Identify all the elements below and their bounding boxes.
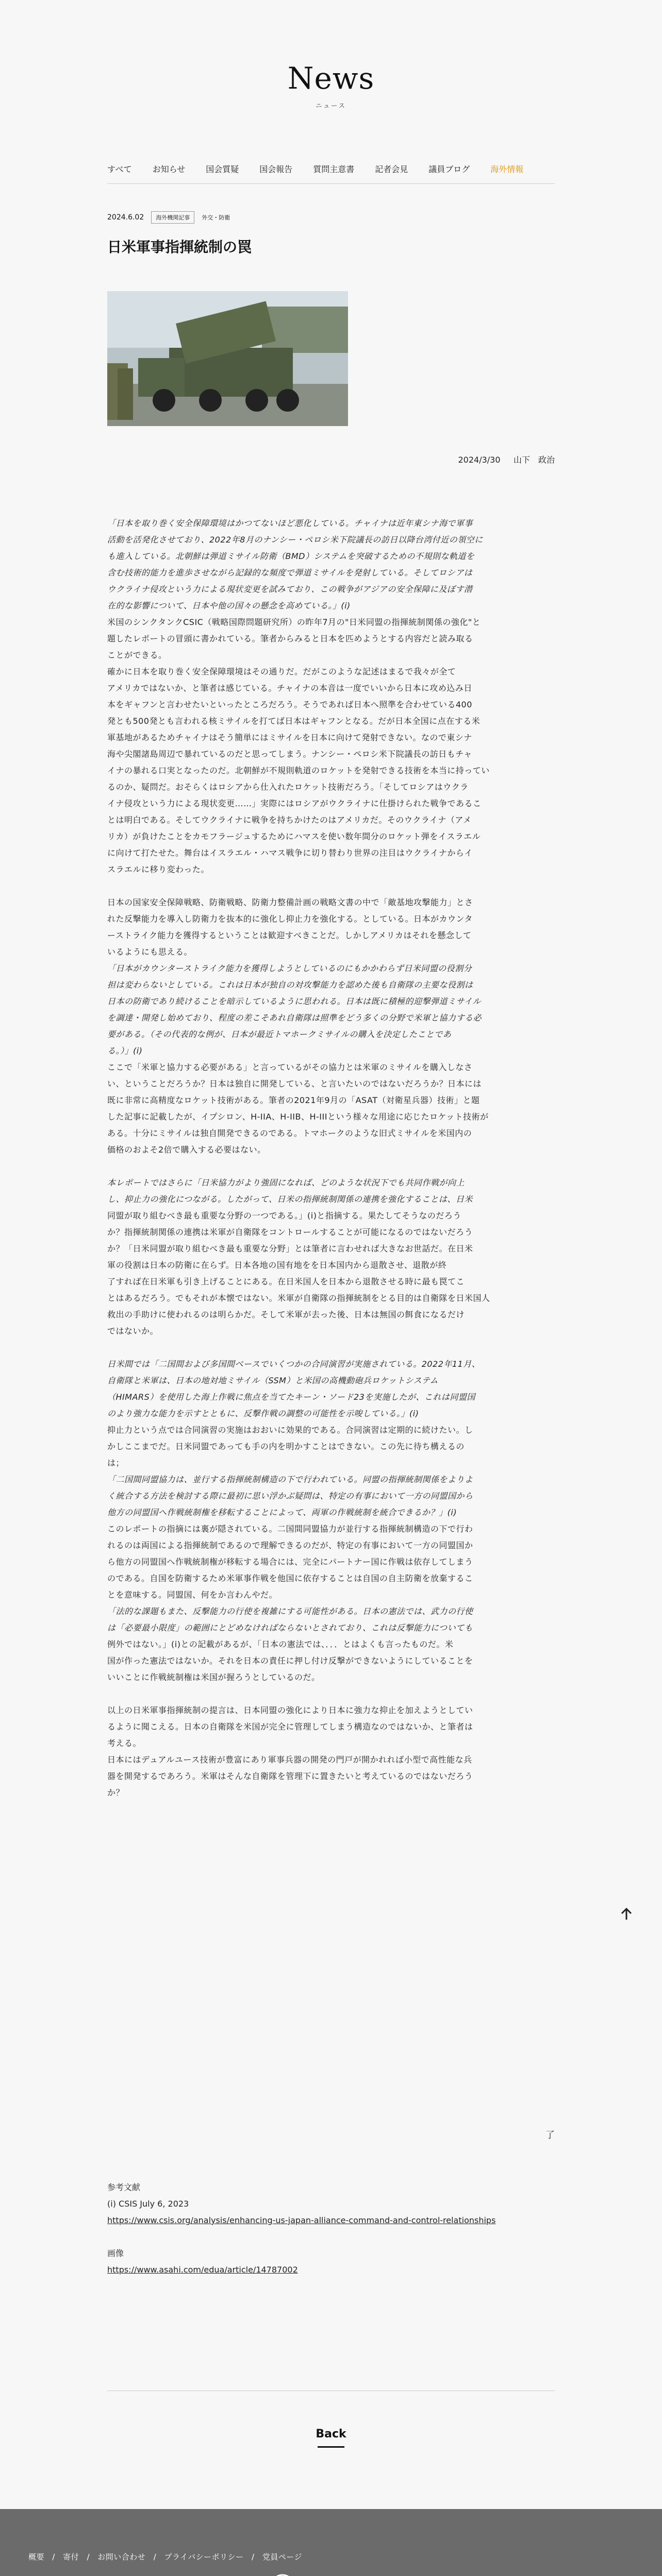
article-line: 「日本がカウンターストライク能力を獲得しようとしているのにもかかわらず日米同盟の役割分 — [107, 963, 472, 973]
footer-separator: / — [251, 2552, 255, 2562]
article-line: 米国のシンクタンクCSIC（戦略国際問題研究所）の昨年7月の"日米同盟の指揮統制関係の強化"と — [107, 617, 481, 627]
article-date: 2024.6.02 — [107, 213, 144, 222]
scroll-top-icon[interactable] — [619, 1906, 634, 1922]
nav-item-diet-qa[interactable]: 国会質疑 — [206, 164, 239, 174]
nav-item-diet-report[interactable]: 国会報告 — [259, 164, 293, 174]
article-line: 本をギャフンと言わせたいといったところだろう。そうであれば日本へ照準を合わせている400 — [107, 700, 472, 709]
article-line: 日本の国家安全保障戦略、防衛戦略、防衛力整備計画の戦略文書の中で「敵基地攻撃能力」とさ — [107, 897, 473, 907]
article-line: 同盟が取り組むべき最も重要な分野の一つである。」(i)と指摘する。果たしてそうなのだろう — [107, 1211, 461, 1221]
article-line: 含む技術的能力を進歩させながら記録的な頻度で弾道ミサイルを発射している。そしてロシアは — [107, 568, 473, 578]
back-underline — [318, 2446, 344, 2448]
footer-link-about[interactable]: 概要 — [28, 2552, 45, 2562]
article-line: 海や尖閣諸島周辺で暴れているのだと思ってしまう。ナンシー・ペロシ米下院議長の訪日もチャ — [107, 749, 472, 759]
article-line: ら他方の同盟国へ作戦統制権が移転する場合には、完全にパートナー国に作戦は依存してしまう — [107, 1557, 473, 1567]
article-line: 国が作った憲法ではないか。それを日本の責任に押し付け反撃ができないようにしていることを — [107, 1656, 473, 1666]
nav-item-press[interactable]: 記者会見 — [375, 164, 408, 174]
page-subtitle: ニュース — [316, 102, 346, 109]
article-line: 考える。 — [107, 1738, 142, 1748]
nav-item-overseas[interactable]: 海外情報 — [490, 164, 524, 174]
footer-link-contact[interactable]: お問い合わせ — [97, 2552, 146, 2562]
article-title: 日米軍事指揮統制の罠 — [107, 239, 252, 256]
footer-link-members[interactable]: 党員ページ — [262, 2552, 303, 2562]
reference-link[interactable]: https://www.csis.org/analysis/enhancing-us-japan-alliance-command-and-control-relationships — [107, 2215, 496, 2225]
article-line: ここで「米軍と協力する必要がある」と言っているがその協力とは米軍のミサイルを購入しなさ — [107, 1062, 473, 1072]
article-line: く統合する方法を検討する際に最初に思い浮かぶ疑問は、特定の有事において一方の同盟国から — [107, 1491, 473, 1501]
byline-date: 2024/3/30 — [458, 455, 501, 465]
article-line: 題したレポートの冒頭に書かれている。筆者からみると日本を匹めようとする内容だと読み取る — [107, 634, 473, 643]
article-line: い、ということだろうか？日本は独自に開発している、と言いたいのではないだろうか？日本には — [107, 1079, 482, 1089]
byline — [458, 453, 555, 465]
article-line: 日本の防衛であり続けることを暗示しているように思われる。日本は既に積極的迎撃弾道ミサイル — [107, 996, 481, 1006]
article-line: ことができる。 — [107, 650, 167, 660]
article-line: 確かに日本を取り巻く安全保障環境はその通りだ。だがこのような記述はまるで我々が全て — [107, 667, 456, 676]
article-line: このレポートの指摘には裏が隠されている。二国間同盟協力が並行する指揮統制構造の下で行わ — [107, 1524, 473, 1534]
nav-item-questions[interactable]: 質問主意書 — [313, 164, 355, 174]
article-line: 本レポートではさらに「日米協力がより強固になれば、どのような状況下でも共同作戦が向上 — [107, 1178, 465, 1188]
article-paragraph — [107, 1356, 555, 1686]
footer-separator: / — [87, 2552, 90, 2562]
article-line: 発とも500発とも言われる核ミサイルを打てば日本はギャフンとなる。だが日本全国に点在する米 — [107, 716, 481, 726]
article-line: 日米間では「二国間および多国間ベースでいくつかの合同演習が実施されている。2022年11月、 — [107, 1359, 481, 1369]
article-line: イナ侵攻という力による現状変更……」実際にはロシアがウクライナに仕掛けられた戦争であるこ — [107, 799, 482, 808]
nav-item-blog[interactable]: 議員ブログ — [428, 164, 470, 174]
article-line: も進入している。北朝鮮は弾道ミサイル防衛（BMD）システムを突破するための不規則な軌道を — [107, 551, 475, 561]
article-line: れた反撃能力を導入し防衛力を抜本的に強化し抑止力を強化する。としている。日本がカウンタ — [107, 914, 473, 924]
article-line: るのか、疑問だ。おそらくはロシアから仕入れたロケット技術だろう。「そしてロシアはウクラ — [107, 782, 469, 792]
article-line: した記事に記載したが、イプシロン、H-IIA、H-IIB、H-IIIという様々な用途に応じたロケット技術が — [107, 1112, 489, 1122]
nav-item-notice[interactable]: お知らせ — [152, 164, 186, 174]
article-line: いいことに作戦統制権は米国が握ろうとしているのだ。 — [107, 1672, 320, 1682]
article-line: 器を開発するであろう。米軍はそんな自衛隊を管理下に置きたいと考えているのではないだろう — [107, 1771, 473, 1781]
byline-author: 山下 政治 — [513, 455, 555, 465]
article-paragraph — [107, 894, 555, 1158]
article-line: れるのは両国による指揮統制であるので理解できるのだが、特定の有事において一方の同盟国か — [107, 1540, 473, 1550]
end-mark: 了 — [545, 2130, 555, 2141]
article-line: 他方の同盟国へ作戦統制権を移転することによって、両軍の作戦統制を統合できるか？」(i) — [107, 1507, 457, 1517]
category-nav — [107, 164, 555, 184]
article-line: に向けて打たせた。舞台はイスラエル・ハマス戦争に切り替わり世界の注目はウクライナからイ — [107, 848, 473, 858]
article-line: スラエルに移り変わった。 — [107, 865, 209, 874]
image-source-link[interactable]: https://www.asahi.com/edua/article/14787002 — [107, 2265, 298, 2275]
article-paragraph — [107, 515, 555, 878]
article-line: かしここまでだ。日米同盟であっても手の内を明かすことはできない。この先に待ち構えるの — [107, 1442, 465, 1451]
article-line: ではないか。 — [107, 1326, 159, 1336]
article-line: を調達・開発し始めており、程度の差こそあれ自衛隊は照準をどう多くの分野で米軍と協力する必 — [107, 1013, 482, 1023]
article-line: 担は変わらないとしている。これは日本が独自の対攻撃能力を認めた後も自衛隊の主要な役割は — [107, 980, 473, 990]
article-meta — [107, 211, 230, 224]
footer-separator: / — [153, 2552, 157, 2562]
page-title: News — [287, 61, 375, 96]
article-line: るように聞こえる。日本の自衛隊を米国が完全に管理してしまう構造なのではないか、と筆者は — [107, 1722, 473, 1732]
image-heading: 画像 — [107, 2248, 124, 2258]
article-line: リカ）が負けたことをカモフラージュするためにハマスを使い数年間分のロケット弾をイスラエル — [107, 832, 481, 841]
reference-label: (i) CSIS July 6, 2023 — [107, 2199, 189, 2209]
article-line: は； — [107, 1458, 125, 1468]
article-line: 抑止力という点では合同演習の実施はおおいに効果的である。合同演習は定期的に続けたい。し — [107, 1425, 473, 1435]
article-body — [107, 515, 555, 1818]
article-line: 既に非常に高精度なロケット技術がある。筆者の2021年9月の「ASAT（対衛星兵器）技術」と題 — [107, 1095, 480, 1105]
article-paragraph — [107, 1175, 555, 1340]
article-line: ウクライナ侵攻という力による現状変更を試みており、この戦争がアジアの安全保障に及ぼす潜 — [107, 584, 473, 594]
article-line: とはあるだろう。でもそれが本懐ではない。米軍が自衛隊の指揮統制をとる目的は自衛隊を日米国人 — [107, 1293, 490, 1303]
references-heading: 参考文献 — [107, 2182, 141, 2192]
nav-item-all[interactable]: すべて — [107, 164, 132, 174]
article-line: アメリカではないか、と筆者は感じている。チャイナの本音は一度でいいから日本に攻め込み日 — [107, 683, 472, 693]
article-line: 要がある。（その代表的な例が、日本が最近トマホークミサイルの購入を決定したことであ — [107, 1029, 452, 1039]
article-line: 救出の手助けに使われるのは明らかだ。そして米軍が去った後、日本は無国の餌食になるだけ — [107, 1310, 465, 1319]
category-badge[interactable]: 海外機関記事 — [151, 211, 194, 224]
article-line: 例外ではない。」(i)との記載があるが、「日本の憲法では、．．．とはよくも言ったものだ。米 — [107, 1639, 454, 1649]
article-line: か？指揮統制関係の連携は米軍が自衛隊をコントロールすることが可能になるのではないだろう — [107, 1227, 473, 1237]
sanseito-logo[interactable] — [268, 2571, 371, 2576]
footer-link-privacy[interactable]: プライバシーポリシー — [164, 2552, 244, 2562]
article-line: とは明白である。そしてウクライナに戦争を持ちかけたのはアメリカだ。そのウクライナ（アメ — [107, 815, 472, 825]
site-footer — [0, 2509, 662, 2576]
footer-link-donate[interactable]: 寄付 — [63, 2552, 79, 2562]
page-header — [0, 0, 662, 118]
article-line: 価格のおよそ2倍で購入する必要はない。 — [107, 1145, 266, 1155]
article-line: 以上の日米軍事指揮統制の提言は、日本同盟の強化により日本に強力な抑止を加えようとしてい — [107, 1705, 473, 1715]
article-tag[interactable]: 外交・防衛 — [202, 214, 230, 221]
article-line: し、抑止力の強化につながる。したがって、日米の指揮統制関係の連携を強化することは、日米 — [107, 1194, 473, 1204]
article-line: は「必要最小限度」の範囲にとどめなければならないとされており、これは反撃能力についても — [107, 1623, 473, 1633]
article-paragraph — [107, 1702, 555, 1801]
article-line: のである。自国を防衛するため米軍事作戦を他国に依存することは自国の自主防衛を放棄するこ — [107, 1573, 473, 1583]
footer-separator: / — [52, 2552, 55, 2562]
article-photo — [107, 291, 348, 426]
article-line: か？ — [107, 1788, 125, 1798]
article-line: る。）」(i) — [107, 1046, 143, 1056]
article-line: 「法的な課題もまた、反撃能力の行使を複雑にする可能性がある。日本の憲法では、武力の行使 — [107, 1606, 473, 1616]
article-line: 活動を活発化させており、2022年8月のナンシー・ペロシ米下院議長の訪日以降台湾付近の領空に — [107, 535, 483, 545]
article-line: のより強力な能力を示すとともに、反撃作戦の調整の可能性を示唆している。」(i) — [107, 1409, 419, 1418]
article-line: ある。十分にミサイルは独自開発できるのである。トマホークのような旧式ミサイルを米国内の — [107, 1128, 472, 1138]
article-line: 自衛隊と米軍は、日本の地対地ミサイル（SSM）と米国の高機動砲兵ロケットシステム — [107, 1376, 439, 1385]
article-line: か？「日米同盟が取り組むべき最も重要な分野」とは筆者に言わせれば大きなお世話だ。在日米 — [107, 1244, 473, 1253]
article-line: 軍の役割は日本の防衛に在らず。日本各地の国有地をを日本国内から退散させ、退散が終 — [107, 1260, 447, 1270]
footer-links — [28, 2551, 307, 2562]
article-line: 軍基地があるためチャイナはそう簡単にはミサイルを日本に向けて発射できない。なので東シナ — [107, 733, 472, 742]
article-line: 「日本を取り巻く安全保障環境はかつてないほど悪化している。チャイナは近年東シナ海で軍事 — [107, 518, 473, 528]
article-line: 「二国間同盟協力は、並行する指揮統制構造の下で行われている。同盟の指揮統制関係をよりよ — [107, 1475, 473, 1484]
article-line: 在的な影響について、日本や他の国々の懸念を高めている。」(i) — [107, 601, 351, 611]
back-button[interactable]: Back — [316, 2428, 346, 2441]
article-line: 了すれば在日米軍も引き上げることにある。在日米国人を日本から退散させる時に最も罠てこ — [107, 1277, 465, 1286]
article-line: とを意味する。同盟国、何をか言わんやだ。 — [107, 1590, 278, 1600]
article-line: ーストライク能力を獲得するということは歓迎すべきことだ。しかしアメリカはそれを懸念して — [107, 930, 472, 940]
references — [107, 2179, 555, 2278]
article-line: 日本にはデュアルユース技術が豊富にあり軍事兵器の開発の門戸が開かれれば小型で高性能な兵 — [107, 1755, 472, 1765]
article-line: いるようにも思える。 — [107, 947, 193, 957]
article-line: （HIMARS）を使用した海上作戦に焦点を当てたキーン・ソード23を実施したが、これは同盟国 — [107, 1392, 475, 1402]
article-line: イナの暴れる口実となったのだ。北朝鮮が不規則軌道のロケットを発射できる技術を本当に持ってい — [107, 766, 490, 775]
